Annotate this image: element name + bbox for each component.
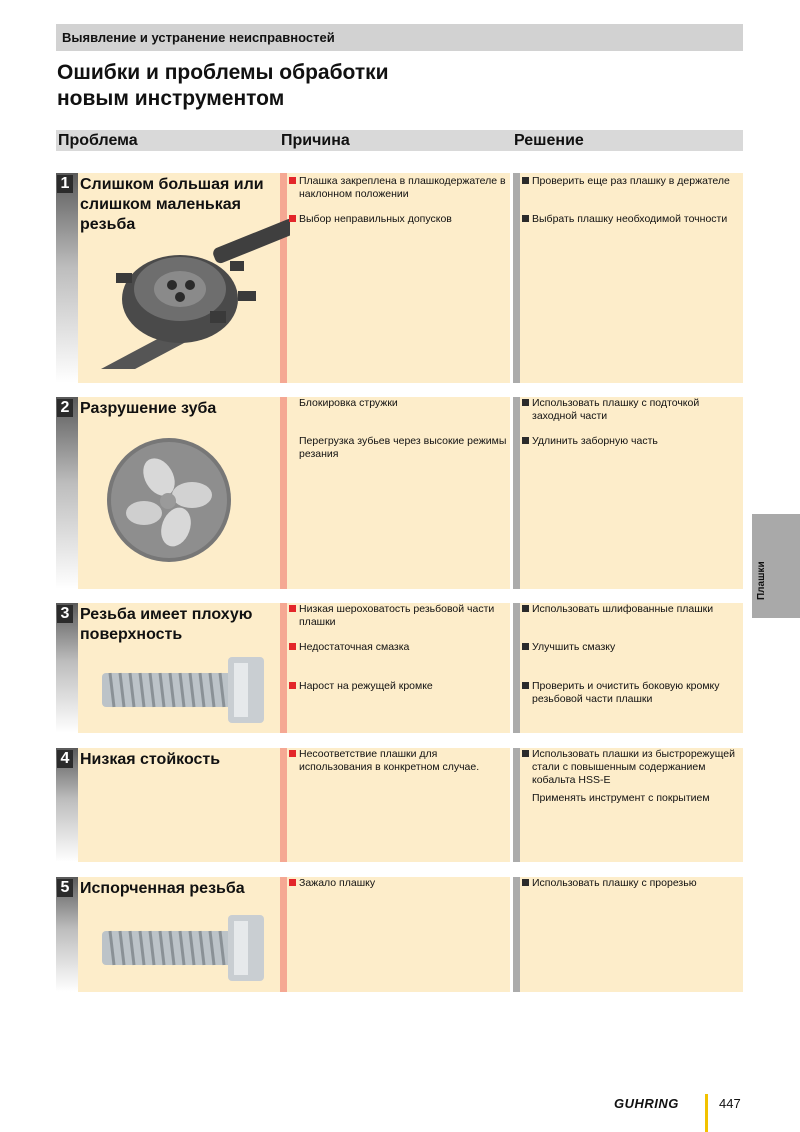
red-bullet-icon xyxy=(289,682,296,689)
problem-title: Резьба имеет плохую поверхность xyxy=(80,606,253,643)
cause-item: Плашка закреплена в плашкодержателе в наклонном положении xyxy=(287,175,507,201)
page-number: 447 xyxy=(719,1096,741,1111)
row-gradient xyxy=(56,173,78,383)
dark-bullet-icon xyxy=(522,605,529,612)
side-tab-label: Плашки xyxy=(756,561,767,600)
solution-stripe xyxy=(513,397,520,589)
solution-item: Использовать плашку с прорезью xyxy=(520,877,740,890)
solution-cell xyxy=(520,173,743,383)
red-bullet-icon xyxy=(289,643,296,650)
bolt-icon xyxy=(100,913,270,983)
red-bullet-icon xyxy=(289,879,296,886)
red-bullet-icon xyxy=(289,215,296,222)
red-bullet-icon xyxy=(289,750,296,757)
side-tab[interactable] xyxy=(752,514,800,618)
solution-stripe xyxy=(513,173,520,383)
page-title-line2: новым инструментом xyxy=(57,87,285,110)
cause-cell xyxy=(287,397,510,589)
cause-stripe xyxy=(280,603,287,733)
solution-item: Использовать плашку с подточкой заходной части xyxy=(520,397,740,423)
die-holder-icon xyxy=(100,219,290,369)
solution-item: Выбрать плашку необходимой точности xyxy=(520,213,740,226)
cause-item: Зажало плашку xyxy=(287,877,507,890)
row-number: 4 xyxy=(57,750,73,768)
dark-bullet-icon xyxy=(522,643,529,650)
cause-item: Несоответствие плашки для использования в конкретном случае. xyxy=(287,748,507,774)
solution-cell xyxy=(520,877,743,992)
problem-row-2 xyxy=(56,397,743,589)
cause-item: Блокировка стружки xyxy=(299,397,398,409)
column-header-solution: Решение xyxy=(514,132,584,149)
cause-item: Недостаточная смазка xyxy=(287,641,507,654)
solution-stripe xyxy=(513,603,520,733)
section-header-bar xyxy=(56,24,743,51)
column-header-cause: Причина xyxy=(281,132,350,149)
cause-cell xyxy=(287,877,510,992)
solution-extra: Применять инструмент с покрытием xyxy=(532,792,710,804)
dark-bullet-icon xyxy=(522,682,529,689)
problem-row-1 xyxy=(56,173,743,383)
page-bar xyxy=(705,1094,708,1132)
cause-item: Перегрузка зубьев через высокие режимы резания xyxy=(299,435,507,460)
solution-item: Проверить еще раз плашку в держателе xyxy=(520,175,740,188)
cause-stripe xyxy=(280,397,287,589)
bolt-icon xyxy=(100,655,270,725)
problem-row-4 xyxy=(56,748,743,862)
dark-bullet-icon xyxy=(522,879,529,886)
dark-bullet-icon xyxy=(522,750,529,757)
solution-stripe xyxy=(513,877,520,992)
solution-item: Использовать шлифованные плашки xyxy=(520,603,740,616)
solution-cell xyxy=(520,603,743,733)
column-header-bar xyxy=(56,130,743,151)
dark-bullet-icon xyxy=(522,399,529,406)
dark-bullet-icon xyxy=(522,215,529,222)
row-gradient xyxy=(56,397,78,589)
column-header-problem: Проблема xyxy=(58,132,138,149)
row-number: 3 xyxy=(57,605,73,623)
row-number: 1 xyxy=(57,175,73,193)
section-title: Выявление и устранение неисправностей xyxy=(62,30,335,45)
cause-stripe xyxy=(280,748,287,862)
broken-die-icon xyxy=(104,435,234,565)
cause-item: Низкая шероховатость резьбовой части плашки xyxy=(287,603,507,629)
row-number: 5 xyxy=(57,879,73,897)
red-bullet-icon xyxy=(289,177,296,184)
solution-cell xyxy=(520,397,743,589)
cause-stripe xyxy=(280,877,287,992)
cause-item: Выбор неправильных допусков xyxy=(287,213,507,226)
problem-row-5 xyxy=(56,877,743,992)
cause-item: Нарост на режущей кромке xyxy=(287,680,507,693)
solution-stripe xyxy=(513,748,520,862)
red-bullet-icon xyxy=(289,605,296,612)
page-title-line1: Ошибки и проблемы обработки xyxy=(57,61,389,84)
dark-bullet-icon xyxy=(522,437,529,444)
cause-cell xyxy=(287,173,510,383)
solution-item: Использовать плашки из быстрорежущей стали с повышенным содержанием кобальта HSS-E xyxy=(520,748,740,787)
solution-item: Проверить и очистить боковую кромку резьбовой части плашки xyxy=(520,680,740,706)
problem-title: Низкая стойкость xyxy=(80,751,221,768)
page-title xyxy=(57,60,389,112)
problem-title: Испорченная резьба xyxy=(80,880,245,897)
row-number: 2 xyxy=(57,399,73,417)
solution-item: Улучшить смазку xyxy=(520,641,740,654)
brand-logo: GUHRING xyxy=(614,1096,679,1111)
problem-title: Разрушение зуба xyxy=(80,400,217,417)
problem-row-3 xyxy=(56,603,743,733)
problem-title: Слишком большая или слишком маленькая резьба xyxy=(80,176,264,233)
solution-item: Удлинить заборную часть xyxy=(520,435,740,448)
dark-bullet-icon xyxy=(522,177,529,184)
